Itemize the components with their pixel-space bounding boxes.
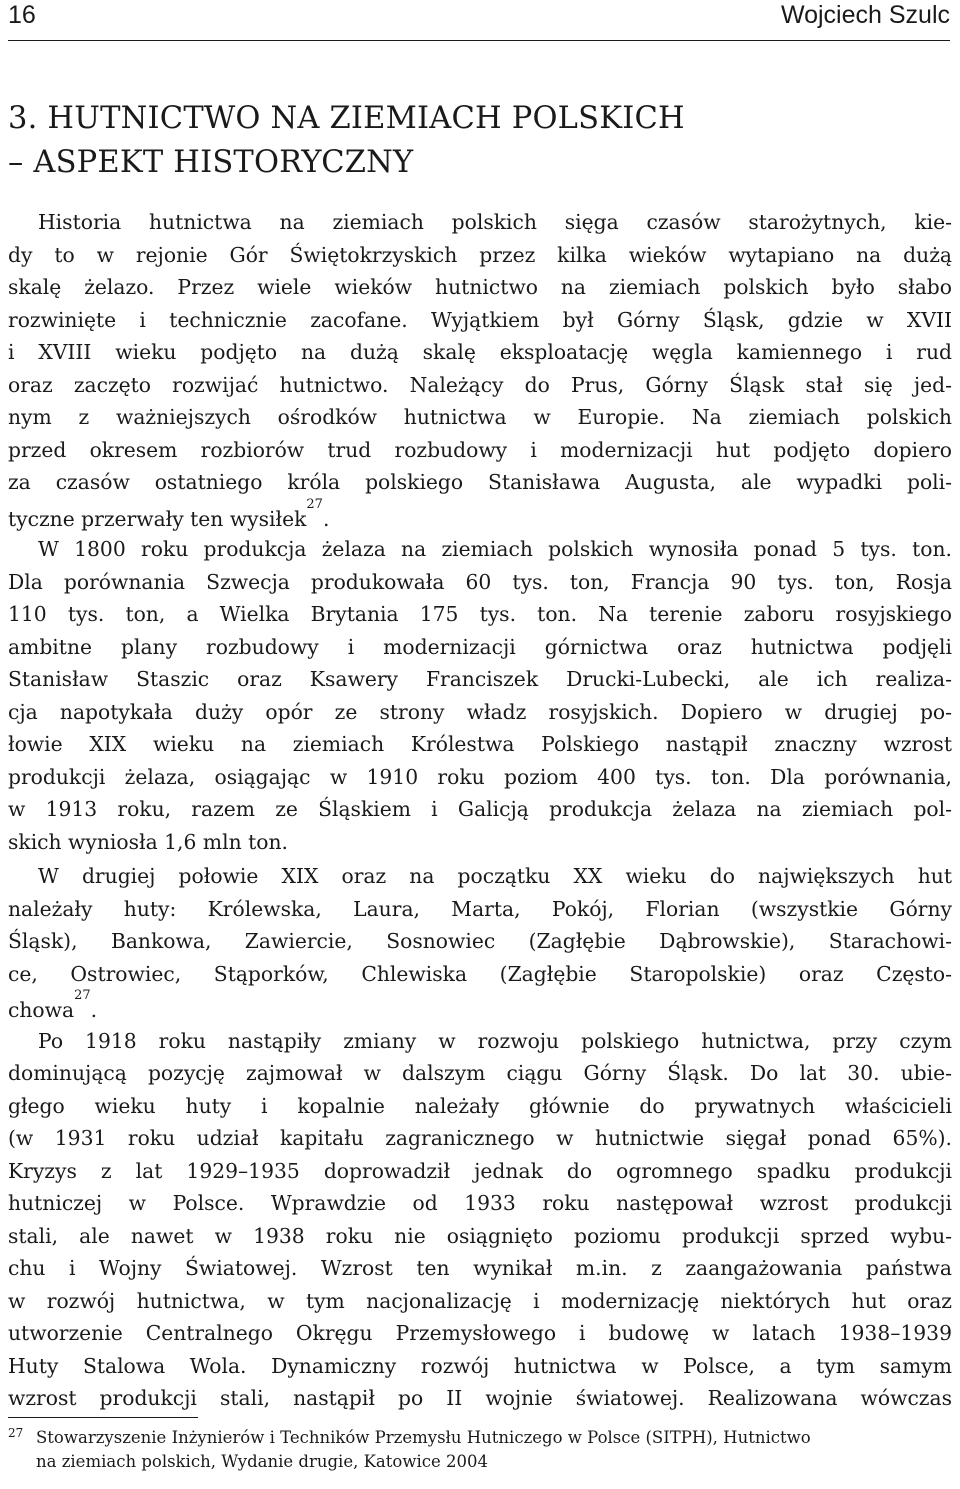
text-line-content: tyczne przerwały ten wysiłek xyxy=(8,506,307,531)
header-author: Wojciech Szulc xyxy=(780,1,950,29)
text-line: Dla porównania Szwecja produkowała 60 tys. ton, Francja 90 tys. ton, Rosja xyxy=(8,569,952,594)
text-line: dominującą pozycję zajmował w dalszym ciągu Górny Śląsk. Do lat 30. ubie- xyxy=(8,1061,952,1085)
text-line: produkcji żelaza, osiągając w 1910 roku poziom 400 tys. ton. Dla porównania, xyxy=(8,764,952,789)
text-line: łowie XIX wieku na ziemiach Królestwa Polskiego nastąpił znaczny wzrost xyxy=(8,732,952,756)
text-line: (w 1931 roku udział kapitału zagranicznego w hutnictwie sięgał ponad 65%). xyxy=(8,1126,952,1150)
text-line: skich wyniosła 1,6 mln ton. xyxy=(8,829,288,854)
text-line: stali, ale nawet w 1938 roku nie osiągnięto poziomu produkcji sprzed wybu- xyxy=(8,1223,952,1248)
footnote-reference[interactable]: 27 xyxy=(306,496,323,512)
chapter-title-line: – ASPEKT HISTORYCZNY xyxy=(8,145,414,180)
text-line: w rozwój hutnictwa, w tym nacjonalizację i modernizację niektórych hut oraz xyxy=(8,1288,952,1313)
text-line xyxy=(8,990,952,1023)
footnote-line: Stowarzyszenie Inżynierów i Techników Przemysłu Hutniczego w Polsce (SITPH), Hutnictwo xyxy=(36,1428,811,1447)
text-line: cja napotykała duży opór ze strony władz rosyjskich. Dopiero w drugiej po- xyxy=(8,699,952,724)
body-text xyxy=(8,206,952,1415)
running-header xyxy=(8,0,950,41)
text-line: dy to w rejonie Gór Świętokrzyskich przez kilka wieków wytapiano na dużą xyxy=(8,242,952,267)
footnote xyxy=(8,1426,952,1474)
text-line: 110 tys. ton, a Wielka Brytania 175 tys. ton. Na terenie zaboru rosyjskiego xyxy=(8,602,952,626)
text-line: ce, Ostrowiec, Stąporków, Chlewiska (Zagłębie Staropolskie) oraz Często- xyxy=(8,961,952,986)
text-line: w 1913 roku, razem ze Śląskiem i Galicją produkcja żelaza na ziemiach pol- xyxy=(8,797,952,821)
text-line: oraz zaczęto rozwijać hutnictwo. Należący do Prus, Górny Śląsk stał się jed- xyxy=(8,372,952,397)
text-line: Huty Stalowa Wola. Dynamiczny rozwój hutnictwa w Polsce, a tym samym xyxy=(8,1353,952,1378)
text-line: Historia hutnictwa na ziemiach polskich sięga czasów starożytnych, kie- xyxy=(38,210,952,234)
text-line: Po 1918 roku nastąpiły zmiany w rozwoju polskiego hutnictwa, przy czym xyxy=(38,1028,952,1053)
footnote-divider xyxy=(8,1417,198,1418)
text-line: utworzenie Centralnego Okręgu Przemysłowego i budowę w latach 1938–1939 xyxy=(8,1321,952,1345)
text-line: W drugiej połowie XIX oraz na początku XX wieku do największych hut xyxy=(38,864,952,888)
text-line: Kryzys z lat 1929–1935 doprowadził jednak do ogromnego spadku produkcji xyxy=(8,1158,952,1183)
footnote-number: 27 xyxy=(8,1426,24,1440)
text-line: skalę żelazo. Przez wiele wieków hutnictwo na ziemiach polskich było słabo xyxy=(8,275,952,299)
text-line: za czasów ostatniego króla polskiego Stanisława Augusta, ale wypadki poli- xyxy=(8,470,952,494)
text-line: Stanisław Staszic oraz Ksawery Franciszek Drucki-Lubecki, ale ich realiza- xyxy=(8,667,952,691)
text-line: i XVIII wieku podjęto na dużą skalę eksploatację węgla kamiennego i rud xyxy=(8,340,952,364)
text-line: rozwinięte i technicznie zacofane. Wyjątkiem był Górny Śląsk, gdzie w XVII xyxy=(8,307,952,332)
text-line-content: chowa xyxy=(8,997,75,1022)
footnote-reference[interactable]: 27 xyxy=(74,988,91,1003)
punctuation: . xyxy=(90,997,98,1022)
punctuation: . xyxy=(322,506,330,531)
text-line: nym z ważniejszych ośrodków hutnictwa w Europie. Na ziemiach polskich xyxy=(8,405,952,429)
text-line: W 1800 roku produkcja żelaza na ziemiach polskich wynosiła ponad 5 tys. ton. xyxy=(38,537,952,561)
page-number: 16 xyxy=(8,1,36,29)
text-line: ambitne plany rozbudowy i modernizacji górnictwa oraz hutnictwa podjęli xyxy=(8,634,952,659)
text-line: hutniczej w Polsce. Wprawdzie od 1933 roku następował wzrost produkcji xyxy=(8,1191,952,1215)
chapter-title-line: 3. HUTNICTWO NA ZIEMIACH POLSKICH xyxy=(8,101,685,136)
footnote-line: na ziemiach polskich, Wydanie drugie, Katowice 2004 xyxy=(36,1452,488,1471)
text-line: chu i Wojny Światowej. Wzrost ten wynikał m.in. z zaangażowania państwa xyxy=(8,1256,952,1280)
text-line: wzrost produkcji stali, nastąpił po II wojnie światowej. Realizowana wówczas xyxy=(8,1386,952,1410)
text-line: należały huty: Królewska, Laura, Marta, Pokój, Florian (wszystkie Górny xyxy=(8,896,952,921)
text-line: przed okresem rozbiorów trud rozbudowy i modernizacji hut podjęto dopiero xyxy=(8,437,952,462)
text-line: Śląsk), Bankowa, Zawiercie, Sosnowiec (Zagłębie Dąbrowskie), Starachowi- xyxy=(8,929,952,953)
text-line: głego wieku huty i kopalnie należały głównie do prywatnych właścicieli xyxy=(8,1093,952,1118)
text-line xyxy=(8,496,952,532)
chapter-title xyxy=(8,97,952,185)
